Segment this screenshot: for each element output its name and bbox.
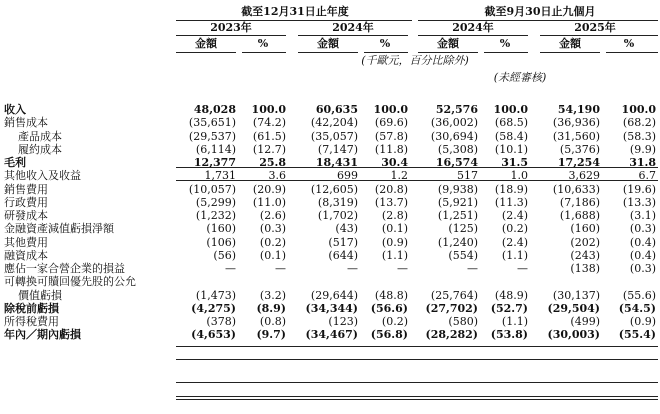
cell-amount: 54,190 — [557, 103, 600, 116]
cell-percent: (0.8) — [259, 315, 286, 328]
cell-percent: (56.8) — [370, 328, 408, 341]
cell-percent: (11.0) — [252, 196, 286, 209]
year-rule-2024-fy — [298, 35, 408, 36]
col-pct-2023: % — [257, 37, 269, 50]
cell-percent: (52.7) — [490, 302, 528, 315]
cell-percent: 100.0 — [621, 103, 656, 116]
row-label: 除稅前虧損 — [4, 302, 59, 315]
cell-percent: (13.3) — [622, 196, 656, 209]
cell-percent: (2.8) — [381, 209, 408, 222]
cell-amount: (36,002) — [430, 116, 478, 129]
year-header-2023: 2023年 — [210, 21, 252, 34]
cell-amount: (1,473) — [195, 289, 236, 302]
cell-percent: (1.1) — [501, 249, 528, 262]
cell-percent: (0.3) — [629, 222, 656, 235]
row-label: 其他費用 — [4, 236, 48, 249]
unit-note: (千歐元，百分比除外) — [361, 54, 469, 67]
col-amount-2024-9m: 金額 — [437, 37, 459, 50]
row-label: 銷售成本 — [4, 116, 48, 129]
cell-amount: (5,376) — [559, 143, 600, 156]
cell-amount: (10,057) — [188, 183, 236, 196]
cell-amount: — — [347, 262, 358, 275]
cell-percent: (61.5) — [252, 130, 286, 143]
cell-percent: (2.4) — [501, 209, 528, 222]
cell-amount: (35,651) — [188, 116, 236, 129]
col-rule — [540, 52, 600, 53]
cell-amount: (160) — [570, 222, 600, 235]
cell-amount: 17,254 — [557, 156, 600, 169]
row-label: 行政費用 — [4, 196, 48, 209]
cell-percent: 31.5 — [501, 156, 528, 169]
cell-amount: (29,537) — [188, 130, 236, 143]
row-label: 研發成本 — [4, 209, 48, 222]
col-rule — [418, 52, 478, 53]
cell-percent: (0.1) — [381, 222, 408, 235]
cell-amount: (35,057) — [310, 130, 358, 143]
header-group-fiscal-year: 截至12月31日止年度 — [241, 5, 349, 18]
cell-amount: (4,275) — [191, 302, 236, 315]
cell-percent: (68.2) — [622, 116, 656, 129]
cell-percent: 100.0 — [251, 103, 286, 116]
cell-amount: (644) — [328, 249, 358, 262]
col-rule — [364, 52, 408, 53]
row-label: 年內／期內虧損 — [4, 328, 81, 341]
cell-amount: 48,028 — [193, 103, 236, 116]
cell-amount: (34,467) — [305, 328, 358, 341]
cell-amount: (1,232) — [195, 209, 236, 222]
cell-amount: (9,938) — [437, 183, 478, 196]
cell-amount: (580) — [448, 315, 478, 328]
cell-percent: (2.4) — [501, 236, 528, 249]
row-label: 毛利 — [4, 156, 26, 169]
cell-percent: (0.3) — [629, 262, 656, 275]
unaudited-note: (未經審核) — [493, 71, 547, 84]
cell-amount: 3,629 — [568, 169, 600, 182]
cell-amount: 12,377 — [193, 156, 236, 169]
cell-percent: 30.4 — [381, 156, 408, 169]
cell-percent: 6.7 — [638, 169, 656, 182]
cell-percent: (0.9) — [381, 236, 408, 249]
cell-amount: (31,560) — [552, 130, 600, 143]
rule-before-net-loss — [176, 382, 658, 383]
col-rule — [484, 52, 528, 53]
col-rule — [242, 52, 286, 53]
rule-before-loss-before-tax — [176, 346, 658, 347]
cell-percent: (11.3) — [494, 196, 528, 209]
cell-percent: (0.4) — [629, 249, 656, 262]
cell-amount: 18,431 — [315, 156, 358, 169]
cell-percent: (48.9) — [494, 289, 528, 302]
cell-amount: (34,344) — [305, 302, 358, 315]
cell-amount: (5,921) — [437, 196, 478, 209]
cell-percent: 100.0 — [373, 103, 408, 116]
cell-amount: 52,576 — [435, 103, 478, 116]
col-amount-2023: 金額 — [195, 37, 217, 50]
cell-percent: (69.6) — [374, 116, 408, 129]
cell-amount: (30,694) — [430, 130, 478, 143]
row-label: 銷售費用 — [4, 183, 48, 196]
cell-percent: 1.2 — [390, 169, 408, 182]
cell-amount: (27,702) — [425, 302, 478, 315]
cell-percent: (57.8) — [374, 130, 408, 143]
cell-percent: (48.8) — [374, 289, 408, 302]
year-header-2025: 2025年 — [574, 21, 616, 34]
cell-percent: (0.4) — [629, 236, 656, 249]
cell-percent: 31.8 — [629, 156, 656, 169]
row-label: 其他收入及收益 — [4, 169, 81, 182]
cell-percent: (20.8) — [374, 183, 408, 196]
cell-percent: (9.7) — [256, 328, 286, 341]
cell-percent: (0.2) — [381, 315, 408, 328]
row-label: 產品成本 — [18, 130, 62, 143]
rule-before-gross-profit — [176, 167, 658, 168]
cell-percent: (18.9) — [494, 183, 528, 196]
cell-amount: (202) — [570, 236, 600, 249]
cell-amount: 60,635 — [315, 103, 358, 116]
cell-amount: (5,308) — [437, 143, 478, 156]
cell-percent: — — [397, 262, 408, 275]
cell-percent: (12.7) — [252, 143, 286, 156]
cell-amount: (30,137) — [552, 289, 600, 302]
cell-amount: (499) — [570, 315, 600, 328]
cell-percent: (55.6) — [622, 289, 656, 302]
col-amount-2024-fy: 金額 — [317, 37, 339, 50]
cell-amount: (138) — [570, 262, 600, 275]
cell-amount: (106) — [206, 236, 236, 249]
col-pct-2024-9m: % — [499, 37, 511, 50]
cell-percent: (54.5) — [618, 302, 656, 315]
cell-amount: 517 — [457, 169, 478, 182]
cell-amount: (160) — [206, 222, 236, 235]
cell-percent: (3.2) — [259, 289, 286, 302]
col-rule — [176, 52, 236, 53]
cell-percent: 100.0 — [493, 103, 528, 116]
cell-amount: (125) — [448, 222, 478, 235]
double-rule-net-loss — [176, 396, 658, 400]
col-pct-2024-fy: % — [379, 37, 391, 50]
cell-percent: (8.9) — [256, 302, 286, 315]
cell-percent: (55.4) — [618, 328, 656, 341]
cell-percent: (56.6) — [370, 302, 408, 315]
cell-amount: (1,702) — [317, 209, 358, 222]
cell-amount: (5,299) — [195, 196, 236, 209]
year-rule-2024-9m — [418, 35, 528, 36]
col-amount-2025: 金額 — [559, 37, 581, 50]
col-rule — [298, 52, 358, 53]
cell-percent: — — [517, 262, 528, 275]
year-header-2024-fy: 2024年 — [332, 21, 374, 34]
row-label: 應佔一家合營企業的損益 — [4, 262, 125, 275]
cell-percent: (74.2) — [252, 116, 286, 129]
cell-percent: (58.4) — [494, 130, 528, 143]
cell-amount: (8,319) — [317, 196, 358, 209]
row-label: 價值虧損 — [18, 289, 62, 302]
cell-amount: (29,644) — [310, 289, 358, 302]
cell-amount: (1,240) — [437, 236, 478, 249]
cell-percent: (11.8) — [374, 143, 408, 156]
cell-amount: — — [467, 262, 478, 275]
cell-percent: (1.1) — [381, 249, 408, 262]
row-label: 履約成本 — [18, 143, 62, 156]
header-group-nine-months: 截至9月30日止九個月 — [484, 5, 596, 18]
row-label: 可轉換可贖回優先股的公允 — [4, 275, 136, 288]
cell-amount: — — [225, 262, 236, 275]
row-label: 金融資產減值虧損淨額 — [4, 222, 114, 235]
cell-amount: (29,504) — [547, 302, 600, 315]
cell-percent: 25.8 — [259, 156, 286, 169]
cell-amount: (25,764) — [430, 289, 478, 302]
cell-percent: — — [275, 262, 286, 275]
cell-amount: (517) — [328, 236, 358, 249]
cell-amount: (6,114) — [195, 143, 236, 156]
cell-amount: (4,653) — [191, 328, 236, 341]
cell-amount: 699 — [337, 169, 358, 182]
cell-amount: (30,003) — [547, 328, 600, 341]
row-label: 融資成本 — [4, 249, 48, 262]
cell-amount: (554) — [448, 249, 478, 262]
rule-after-gross-profit — [176, 180, 658, 181]
cell-amount: (7,186) — [559, 196, 600, 209]
cell-amount: (378) — [206, 315, 236, 328]
cell-percent: (1.1) — [501, 315, 528, 328]
cell-percent: (0.1) — [259, 249, 286, 262]
cell-percent: (20.9) — [252, 183, 286, 196]
cell-amount: (56) — [213, 249, 236, 262]
cell-amount: (123) — [328, 315, 358, 328]
col-rule — [606, 52, 658, 53]
cell-percent: (0.2) — [501, 222, 528, 235]
cell-percent: (19.6) — [622, 183, 656, 196]
cell-amount: (243) — [570, 249, 600, 262]
cell-amount: (10,633) — [552, 183, 600, 196]
cell-percent: (53.8) — [490, 328, 528, 341]
cell-percent: (0.3) — [259, 222, 286, 235]
cell-percent: (13.7) — [374, 196, 408, 209]
rule-after-loss-before-tax — [176, 359, 658, 360]
row-label: 所得稅費用 — [4, 315, 59, 328]
cell-percent: (10.1) — [494, 143, 528, 156]
cell-amount: 16,574 — [435, 156, 478, 169]
cell-amount: (42,204) — [310, 116, 358, 129]
cell-amount: 1,731 — [204, 169, 236, 182]
cell-amount: (1,688) — [559, 209, 600, 222]
cell-amount: (7,147) — [317, 143, 358, 156]
cell-percent: (0.9) — [629, 315, 656, 328]
year-rule-2025 — [540, 35, 658, 36]
cell-percent: (3.1) — [629, 209, 656, 222]
cell-amount: (28,282) — [425, 328, 478, 341]
row-label: 收入 — [4, 103, 26, 116]
cell-amount: (43) — [335, 222, 358, 235]
cell-percent: (2.6) — [259, 209, 286, 222]
year-rule-2023 — [176, 35, 286, 36]
cell-amount: (12,605) — [310, 183, 358, 196]
cell-amount: (36,936) — [552, 116, 600, 129]
cell-percent: 1.0 — [510, 169, 528, 182]
cell-percent: (68.5) — [494, 116, 528, 129]
cell-percent: (58.3) — [622, 130, 656, 143]
cell-amount: (1,251) — [437, 209, 478, 222]
cell-percent: (9.9) — [629, 143, 656, 156]
cell-percent: 3.6 — [268, 169, 286, 182]
col-pct-2025: % — [623, 37, 635, 50]
year-header-2024-9m: 2024年 — [452, 21, 494, 34]
cell-percent: (0.2) — [259, 236, 286, 249]
